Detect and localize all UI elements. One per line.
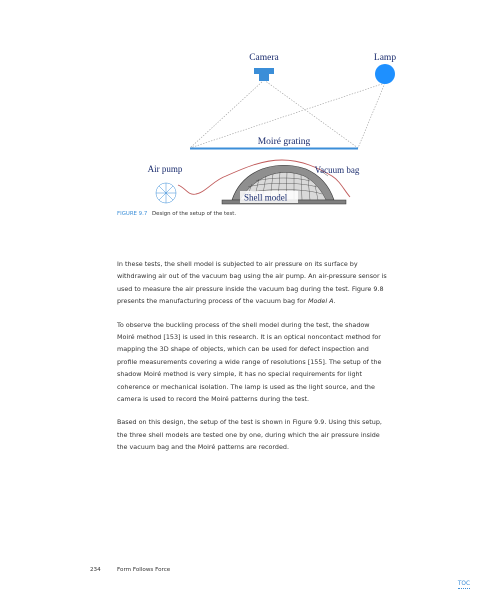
figure-caption-text: Design of the setup of the test. — [151, 211, 237, 217]
shell-model-label: Shell model — [244, 192, 288, 203]
air-pump-icon — [156, 183, 176, 203]
figure-caption — [117, 211, 236, 217]
body-text — [117, 258, 387, 465]
air-pump-label: Air pump — [147, 164, 183, 174]
book-title: Form Follows Force — [117, 567, 171, 573]
vacuum-bag-label: Vacuum bag — [314, 165, 360, 175]
paragraph-1-text: In these tests, the shell model is subjected to air pressure on its surface by withdrawing air out of the vacuum bag using the air pump. An air-pressure sensor is used to measure the air pressure inside the vacuum bag during the test. Figure 9.8 presents the manufacturing process of the vacuum bag for — [117, 260, 387, 306]
model-a-reference: Model A — [307, 297, 334, 306]
paragraph-2: To observe the buckling process of the shell model during the test, the shadow Moiré method [153] is used in this research. It is an optical noncontact method for mapping the 3D shape of objects, which can be used for defect inspection and profile measurements covering a wide range of resolutions [155]. The setup of the shadow Moiré method is very simple, it has no special requirements for light coherence or mechanical isolation. The lamp is used as the light source, and the camera is used to record the Moiré patterns during the test. — [117, 320, 382, 404]
toc-link[interactable]: TOC — [457, 581, 470, 587]
moire-grating-label: Moiré grating — [257, 137, 311, 147]
lamp-icon — [375, 64, 395, 84]
paragraph-1 — [117, 258, 387, 308]
paragraph-1-end: . — [333, 297, 336, 306]
figure-number: FIGURE 9.7 — [117, 211, 148, 217]
camera-label: Camera — [249, 53, 279, 63]
camera-icon — [254, 68, 274, 81]
page-number: 234 — [90, 567, 101, 573]
paragraph-3: Based on this design, the setup of the test is shown in Figure 9.9. Using this setup, the three shell models are tested one by one, during which the air pressure inside the vacuum bag and the Moiré patterns are recorded. — [117, 418, 382, 452]
setup-diagram — [0, 0, 486, 230]
lamp-label: Lamp — [373, 53, 397, 63]
